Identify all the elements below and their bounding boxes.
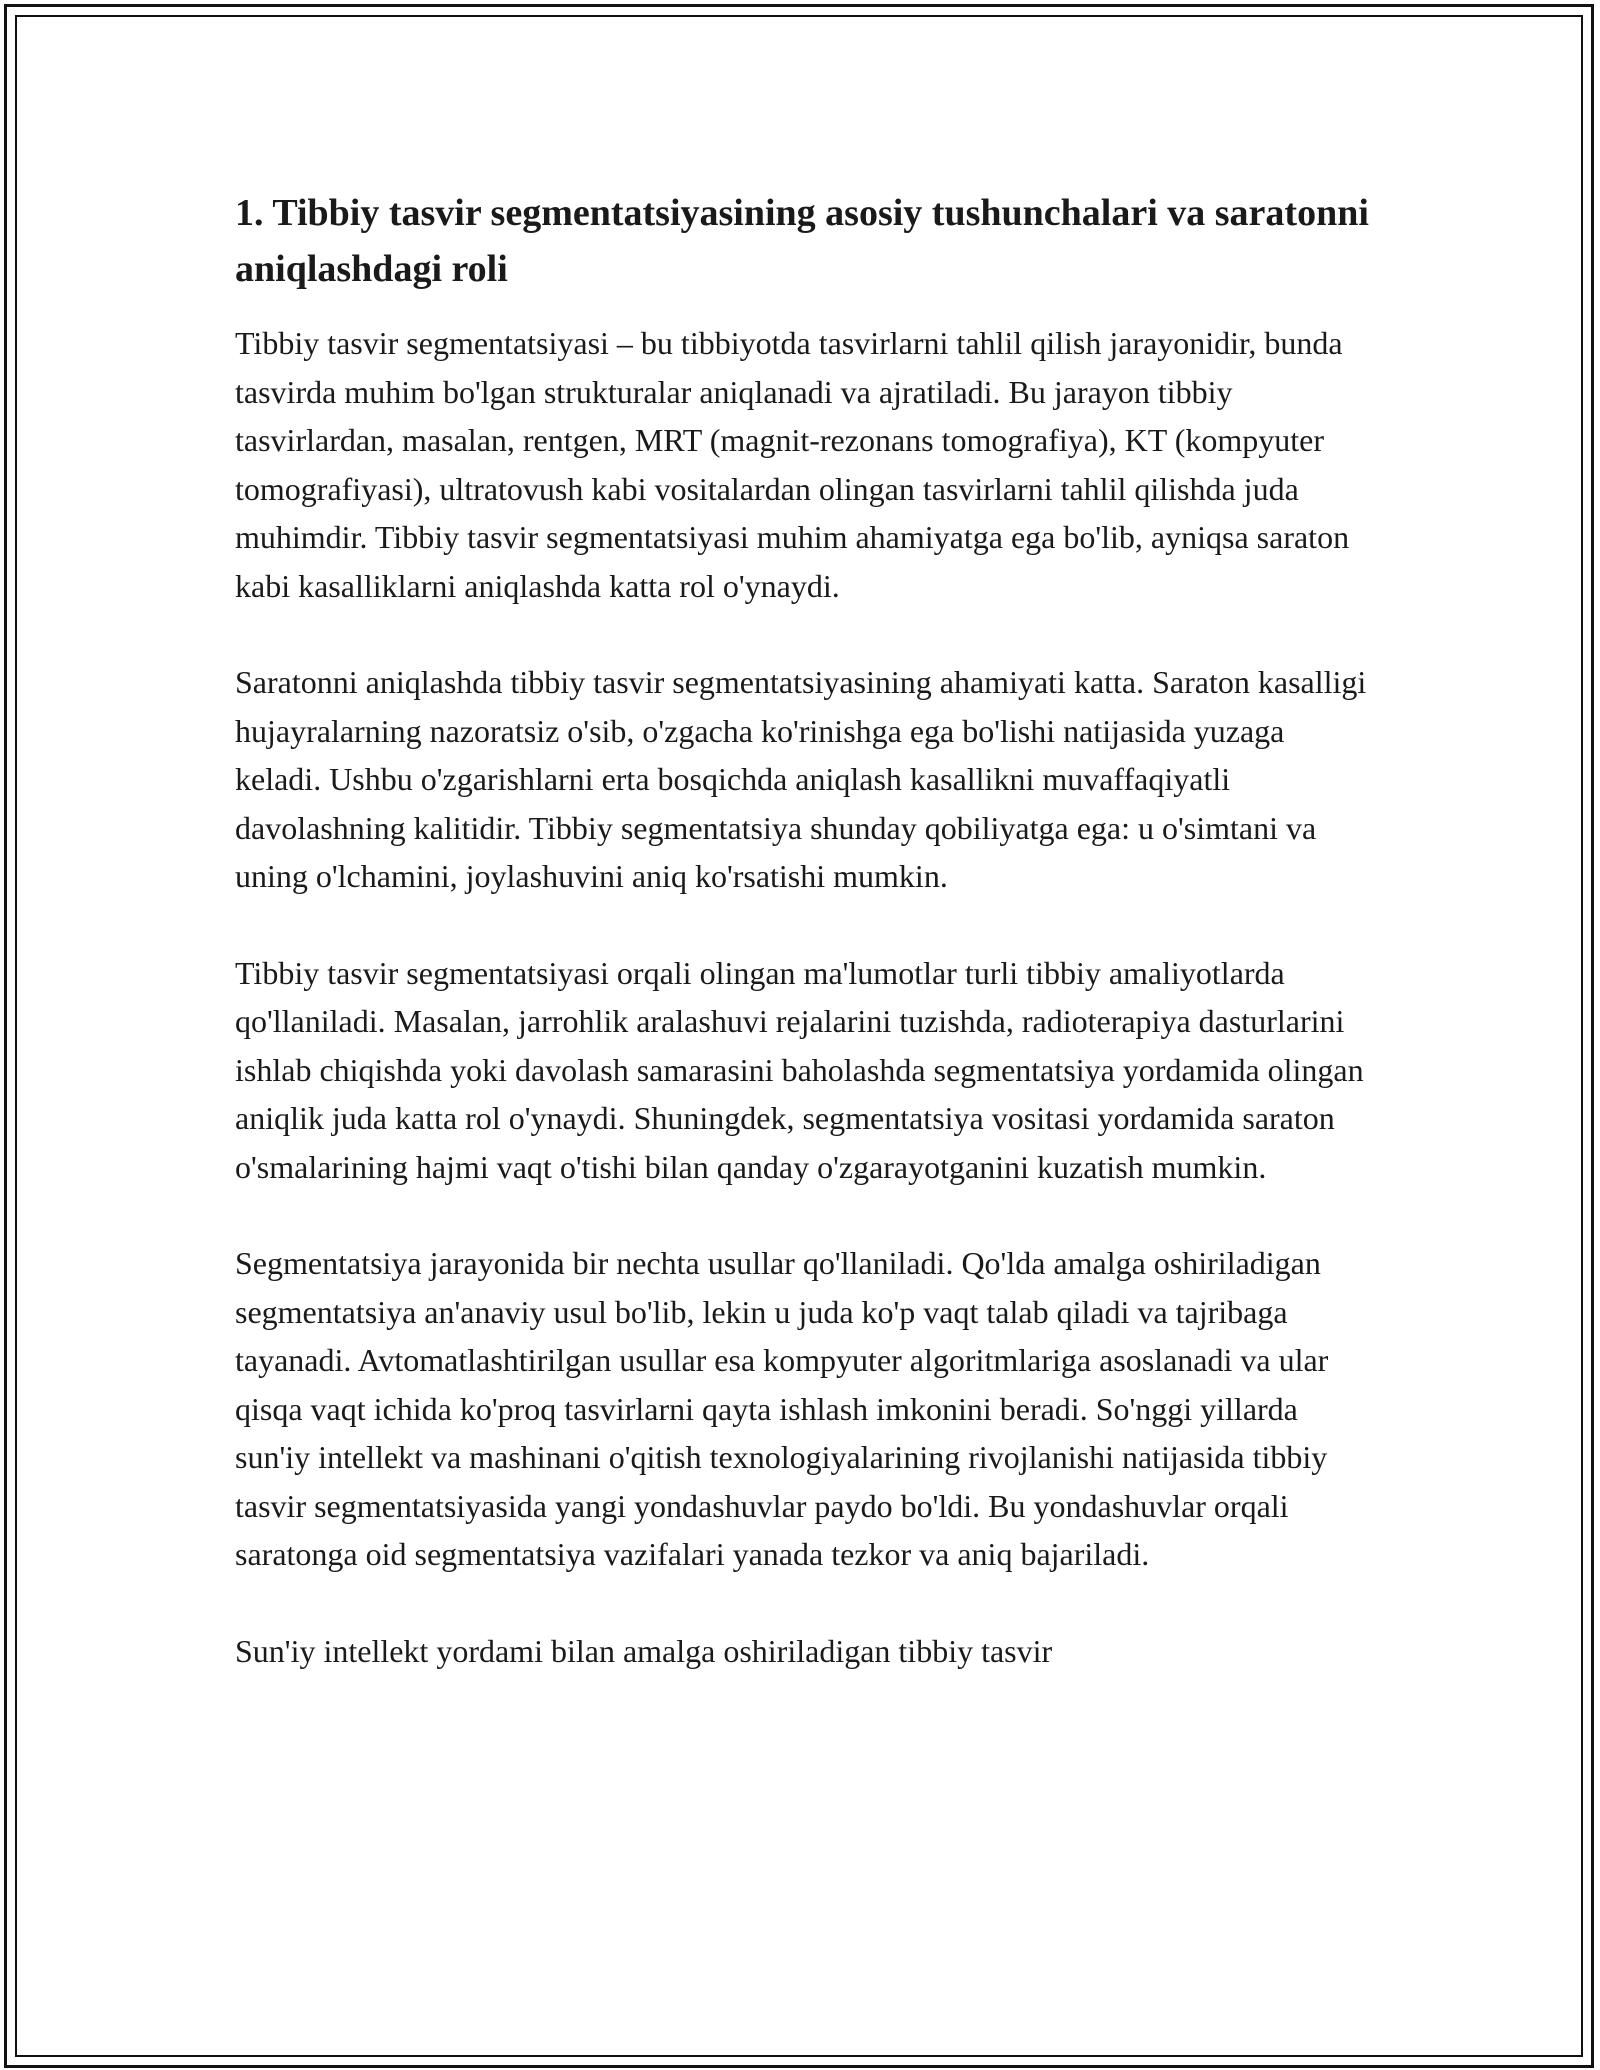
- document-content: [235, 185, 1370, 1723]
- paragraph-1: Tibbiy tasvir segmentatsiyasi – bu tibbiyotda tasvirlarni tahlil qilish jarayonidir, bunda tasvirda muhim bo'lgan strukturalar aniqlanadi va ajratiladi. Bu jarayon tibbiy tasvirlardan, masalan, rentgen, MRT (magnit-rezonans tomografiya), KT (kompyuter tomografiyasi), ultratovush kabi vositalardan olingan tasvirlarni tahlil qilishda juda muhimdir. Tibbiy tasvir segmentatsiyasi muhim ahamiyatga ega bo'lib, ayniqsa saraton kabi kasalliklarni aniqlashda katta rol o'ynaydi.: [235, 325, 1350, 604]
- paragraph-3: Tibbiy tasvir segmentatsiyasi orqali olingan ma'lumotlar turli tibbiy amaliyotlarda qo'llaniladi. Masalan, jarrohlik aralashuvi rejalarini tuzishda, radioterapiya dasturlarini ishlab chiqishda yoki davolash samarasini baholashda segmentatsiya yordamida olingan aniqlik juda katta rol o'ynaydi. Shuningdek, segmentatsiya vositasi yordamida saraton o'smalarining hajmi vaqt o'tishi bilan qanday o'zgarayotganini kuzatish mumkin.: [235, 954, 1364, 1185]
- paragraph-4: Segmentatsiya jarayonida bir nechta usullar qo'llaniladi. Qo'lda amalga oshiriladigan segmentatsiya an'anaviy usul bo'lib, lekin u juda ko'p vaqt talab qiladi va tajribaga tayanadi. Avtomatlashtirilgan usullar esa kompyuter algoritmlariga asoslanadi va ular qisqa vaqt ichida ko'proq tasvirlarni qayta ishlash imkonini beradi. So'nggi yillarda sun'iy intellekt va mashinani o'qitish texnologiyalarining rivojlanishi natijasida tibbiy tasvir segmentatsiyasida yangi yondashuvlar paydo bo'ldi. Bu yondashuvlar orqali saratonga oid segmentatsiya vazifalari yanada tezkor va aniq bajariladi.: [235, 1245, 1329, 1572]
- paragraph-5: Sun'iy intellekt yordami bilan amalga oshiriladigan tibbiy tasvir: [235, 1632, 1053, 1669]
- paragraph-2: Saratonni aniqlashda tibbiy tasvir segmentatsiyasining ahamiyati katta. Saraton kasalligi hujayralarning nazoratsiz o'sib, o'zgacha ko'rinishga ega bo'lishi natijasida yuzaga keladi. Ushbu o'zgarishlarni erta bosqichda aniqlash kasallikni muvaffaqiyatli davolashning kalitidir. Tibbiy segmentatsiya shunday qobiliyatga ega: u o'simtani va uning o'lchamini, joylashuvini aniq ko'rsatishi mumkin.: [235, 664, 1367, 894]
- section-heading: 1. Tibbiy tasvir segmentatsiyasining asosiy tushunchalari va saratonni aniqlashdagi roli: [235, 192, 1369, 290]
